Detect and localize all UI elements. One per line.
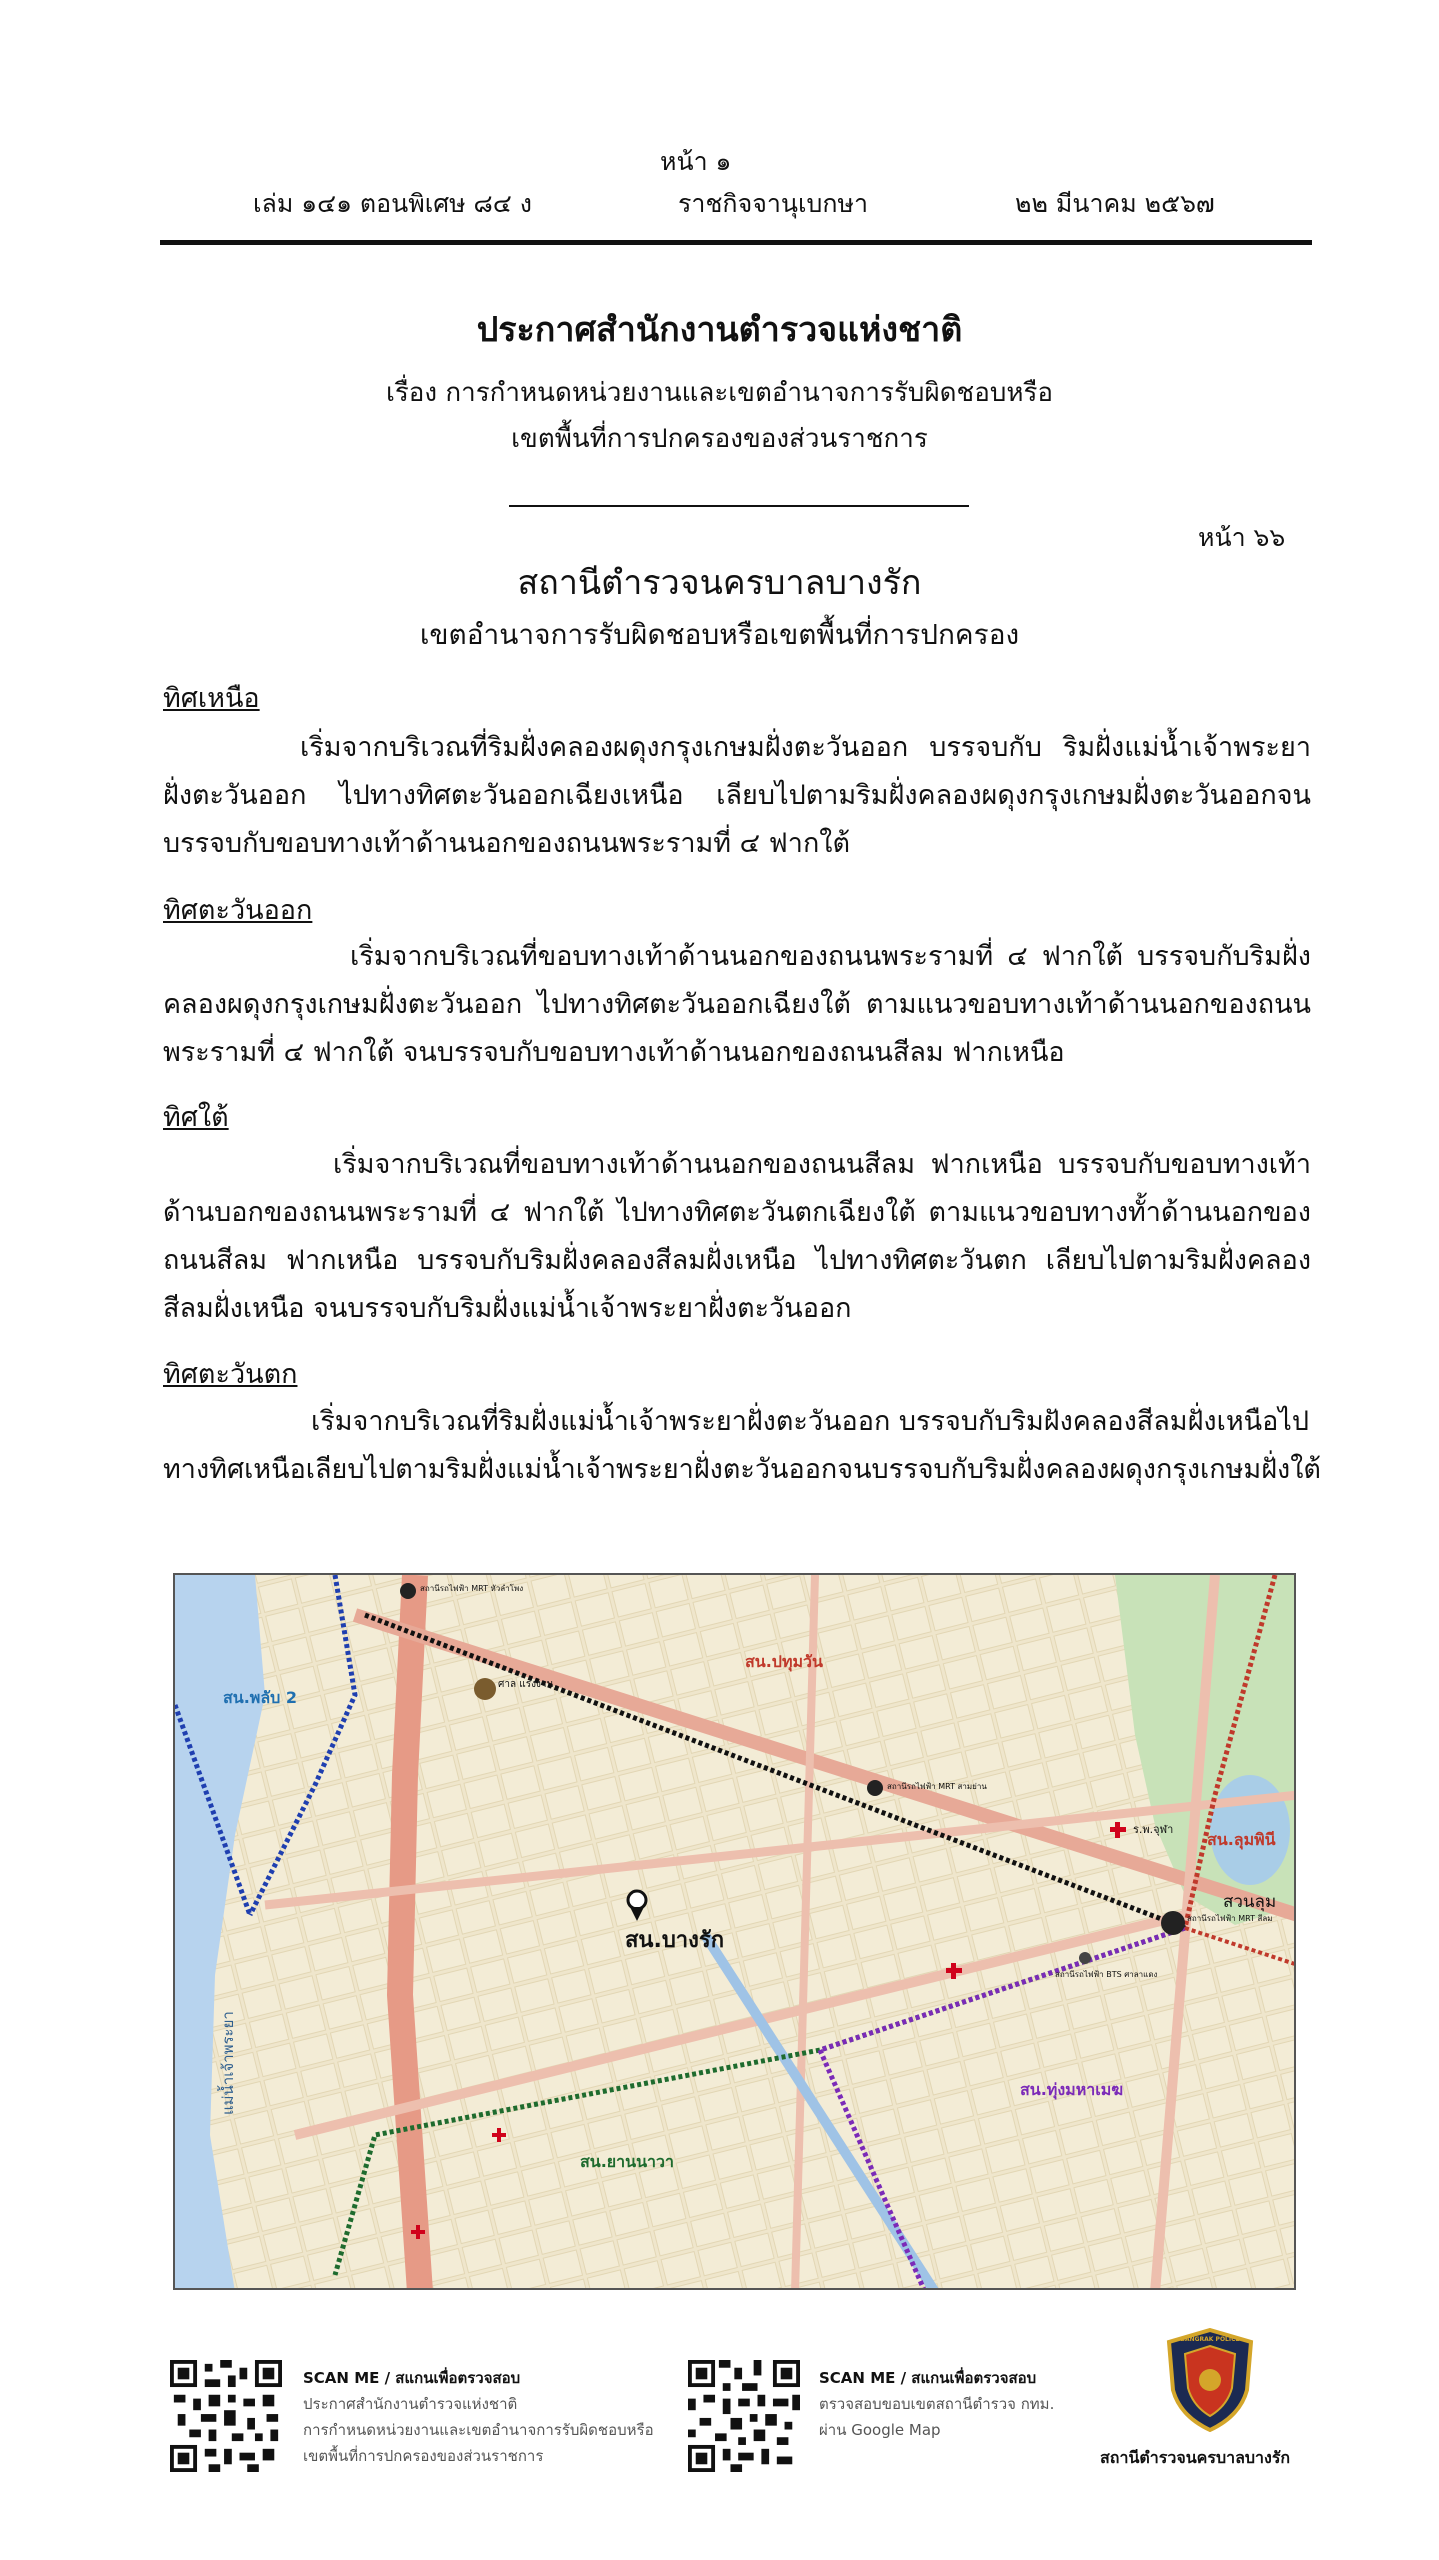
police-badge-logo	[1165, 2328, 1255, 2432]
map-label-phlap: สน.พลับ 2	[223, 1688, 297, 1707]
gazette-page-label: หน้า ๑	[660, 147, 732, 176]
map-label-lumphini: สน.ลุมพินี	[1207, 1830, 1276, 1849]
map-label-shrine: ศาล แรงงาน	[498, 1679, 554, 1690]
announcement-subject-line2: เขตพื้นที่การปกครองของส่วนราชการ	[511, 424, 928, 454]
section-west-heading: ทิศตะวันตก	[163, 1359, 298, 1390]
section-north-text: เริ่มจากบริเวณที่ริมฝั่งคลองผดุงกรุงเกษมฝั่งตะวันออก บรรจบกับ ริมฝั่งแม่น้ำเจ้าพระยาฝั่งตะวันออก ไปทางทิศตะวันออกเฉียงเหนือ เลียบไปตามริมฝั่งคลองผดุงกรุงเกษมฝั่งตะวันออกจนบรรจบกับขอบทางเท้าด้านนอกของถนนพระรามที่ ๔ ฟากใต้	[163, 732, 1311, 859]
gazette-volume: เล่ม ๑๔๑ ตอนพิเศษ ๘๔ ง	[253, 189, 532, 218]
section-south-text: เริ่มจากบริเวณที่ขอบทางเท้าด้านนอกของถนนสีลม ฟากเหนือ บรรจบกับขอบทางเท้าด้านบอกของถนนพระรามที่ ๔ ฟากใต้ ไปทางทิศตะวันตกเฉียงใต้ ตามแนวขอบทางทั้าด้านนอกของถนนสีลม ฟากเหนือ บรรจบกับริมฝั่งคลองสีลมฝั่งเหนือ ไปทางทิศตะวันตก เลียบไปตามริมฝั่งคลองสีลมฝั่งเหนือ จนบรรจบกับริมฝั่งแม่น้ำเจ้าพระยาฝั่งตะวันออก	[163, 1149, 1311, 1324]
qr1-line2: การกำหนดหน่วยงานและเขตอำนาจการรับผิดชอบหรือ	[303, 2421, 654, 2439]
qr2-line2: ผ่าน Google Map	[819, 2421, 941, 2439]
gazette-date: ๒๒ มีนาคม ๒๕๖๗	[1015, 189, 1215, 218]
map-label-yannawa: สน.ยานนาวา	[580, 2152, 674, 2171]
qr-code-announcement[interactable]	[170, 2360, 282, 2472]
jurisdiction-map[interactable]	[173, 1573, 1296, 2290]
map-label-mrt-hualamphong: สถานีรถไฟฟ้า MRT หัวลำโพง	[420, 1584, 524, 1593]
announcement-title: ประกาศสำนักงานตำรวจแห่งชาติ	[476, 310, 963, 350]
map-canvas	[175, 1575, 1296, 2290]
section-east-heading: ทิศตะวันออก	[163, 895, 313, 926]
section-north-heading: ทิศเหนือ	[163, 683, 260, 714]
announcement-divider	[509, 505, 969, 507]
gazette-name: ราชกิจจานุเบกษา	[678, 189, 869, 218]
section-west-text: เริ่มจากบริเวณที่ริมฝั่งแม่น้ำเจ้าพระยาฝั่งตะวันออก บรรจบกับริมฝังคลองสีลมฝั่งเหนือไปทางทิศเหนือเลียบไปตามริมฝั่งแม่น้ำเจ้าพระยาฝั่งตะวันออกจนบรรจบกับริมฝั่งคลองผดุงกรุงเกษมฝั่งใต้	[163, 1406, 1321, 1485]
qr2-title: SCAN ME / สแกนเพื่อตรวจสอบ	[819, 2369, 1037, 2387]
map-label-river: แม่น้ำเจ้าพระยา	[219, 2011, 237, 2115]
map-label-mrt-silom: สถานีรถไฟฟ้า MRT สีลม	[1187, 1914, 1273, 1923]
page-number: หน้า ๖๖	[1198, 523, 1286, 552]
map-label-hospital: ร.พ.จุฬา	[1133, 1823, 1174, 1836]
map-label-bts-saladaeng: สถานีรถไฟฟ้า BTS ศาลาแดง	[1055, 1970, 1158, 1979]
qr1-title: SCAN ME / สแกนเพื่อตรวจสอบ	[303, 2369, 521, 2387]
logo-text: BANGRAK POLICE	[1180, 2336, 1240, 2343]
logo-caption: สถานีตำรวจนครบาลบางรัก	[1100, 2448, 1291, 2467]
map-label-thungmahamek: สน.ทุ่งมหาเมฆ	[1020, 2080, 1124, 2099]
announcement-subject-line1: เรื่อง การกำหนดหน่วยงานและเขตอำนาจการรับผิดชอบหรือ	[385, 378, 1054, 408]
map-label-bangrak: สน.บางรัก	[625, 1928, 725, 1953]
station-title: สถานีตำรวจนครบาลบางรัก	[517, 563, 922, 603]
map-label-pathumwan: สน.ปทุมวัน	[745, 1652, 823, 1671]
section-south-heading: ทิศใต้	[163, 1102, 229, 1133]
map-label-mrt-samyan: สถานีรถไฟฟ้า MRT สามย่าน	[887, 1782, 987, 1791]
qr1-line1: ประกาศสำนักงานตำรวจแห่งชาติ	[303, 2395, 518, 2413]
map-label-suanlum: สวนลุม	[1223, 1892, 1277, 1912]
qr-code-google-map[interactable]	[688, 2360, 800, 2472]
section-east-text: เริ่มจากบริเวณที่ขอบทางเท้าด้านนอกของถนนพระรามที่ ๔ ฟากใต้ บรรจบกับริมฝั่งคลองผดุงกรุงเกษมฝั่งตะวันออก ไปทางทิศตะวันออกเฉียงใต้ ตามแนวขอบทางเท้าด้านนอกของถนนพระรามที่ ๔ ฟากใต้ จนบรรจบกับขอบทางเท้าด้านนอกของถนนสีลม ฟากเหนือ	[163, 941, 1311, 1068]
header-divider	[160, 240, 1312, 245]
qr1-line3: เขตพื้นที่การปกครองของส่วนราชการ	[303, 2447, 544, 2465]
station-subtitle: เขตอำนาจการรับผิดชอบหรือเขตพื้นที่การปกครอง	[419, 618, 1020, 651]
qr2-line1: ตรวจสอบขอบเขตสถานีตำรวจ กทม.	[819, 2395, 1055, 2413]
